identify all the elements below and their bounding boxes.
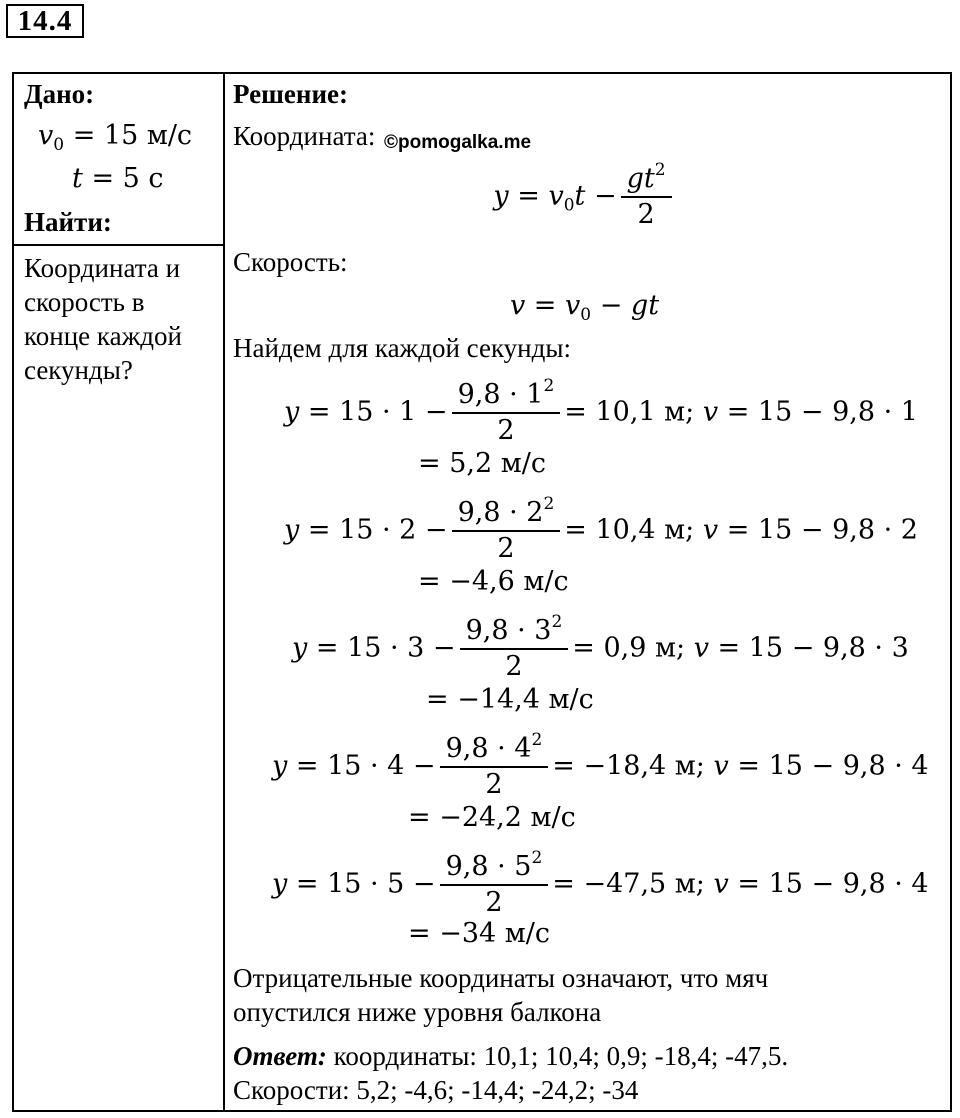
find-line-3: конце каждой xyxy=(24,321,182,351)
answer-line-2: Скорости: 5,2; -4,6; -14,4; -24,2; -34 xyxy=(233,1075,639,1105)
step-1-result: = 5,2 м/с xyxy=(418,448,546,479)
given-t: t = 5 с xyxy=(72,163,164,194)
step-5-equation: y = 15 · 5 − $\frac{9,8 \cdot 5^2}{2}$ = −47,5 м; v = 15 − 9,8 · 4 xyxy=(272,848,929,918)
speed-label: Скорость: xyxy=(233,247,348,277)
coord-formula: $y = v_0t$ − $\frac{gt^2}{2}$ xyxy=(222,162,947,232)
step-2-equation: y = 15 · 2 − $\frac{9,8 \cdot 2^2}{2}$ = 10,4 м; v = 15 − 9,8 · 2 xyxy=(284,494,918,564)
step-4-result: = −24,2 м/с xyxy=(408,802,576,833)
find-line-4: секунды? xyxy=(24,355,133,385)
find-line-1: Координата и xyxy=(24,253,181,283)
given-v0: $v_0 = 15$ м/с xyxy=(38,120,193,155)
given-header: Дано: xyxy=(24,79,95,109)
step-2-result: = −4,6 м/с xyxy=(418,566,569,597)
conclusion-line-2: опустился ниже уровня балкона xyxy=(233,997,602,1027)
find-line-2: скорость в xyxy=(24,287,145,317)
problem-number: 14.4 xyxy=(6,4,84,38)
step-3-result: = −14,4 м/с xyxy=(426,684,594,715)
find-header: Найти: xyxy=(24,207,112,237)
given-find-divider xyxy=(14,244,223,246)
speed-formula: $v = v_0$ − gt xyxy=(509,290,660,325)
step-3-equation: y = 15 · 3 − $\frac{9,8 \cdot 3^2}{2}$ = 0,9 м; v = 15 − 9,8 · 3 xyxy=(292,612,909,682)
solution-header: Решение: xyxy=(233,79,348,109)
step-1-equation: y = 15 · 1 − $\frac{9,8 \cdot 1^2}{2}$ = 10,1 м; v = 15 − 9,8 · 1 xyxy=(284,376,918,446)
watermark: ©pomogalka.me xyxy=(384,132,532,153)
find-each-label: Найдем для каждой секунды: xyxy=(233,333,572,363)
answer-label: Ответ: xyxy=(233,1041,327,1071)
step-4-equation: y = 15 · 4 − $\frac{9,8 \cdot 4^2}{2}$ = −18,4 м; v = 15 − 9,8 · 4 xyxy=(272,730,929,800)
answer-line-1: Ответ: координаты: 10,1; 10,4; 0,9; -18,4; -47,5. xyxy=(233,1041,789,1071)
conclusion-line-1: Отрицательные координаты означают, что мяч xyxy=(233,963,769,993)
step-5-result: = −34 м/с xyxy=(408,918,550,949)
coord-label: Координата: xyxy=(233,121,376,151)
